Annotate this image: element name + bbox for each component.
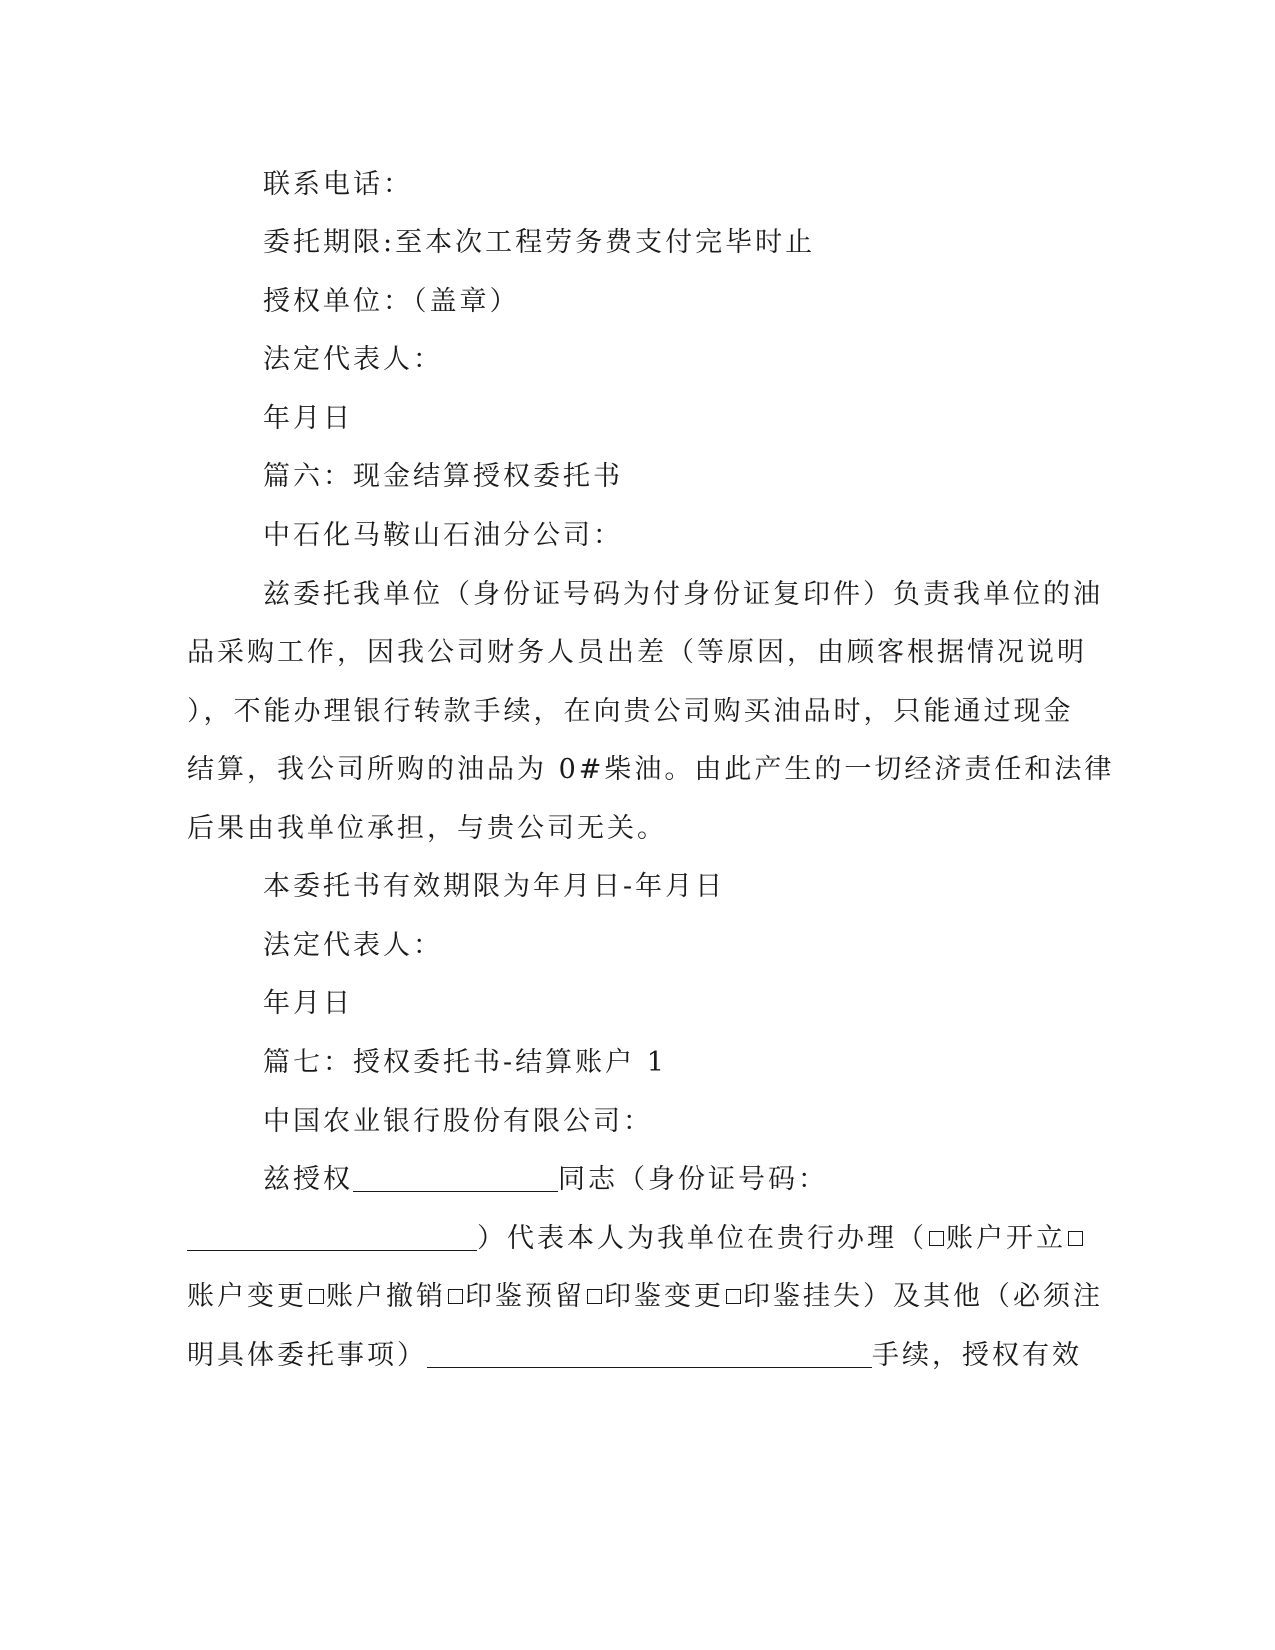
checkbox-icon[interactable] [309,1289,324,1304]
auth-text: ）及其他（必须注 [863,1281,1103,1312]
option-seal-reservation: 印鉴预留 [465,1281,585,1312]
checkbox-icon[interactable] [587,1289,602,1304]
id-number-blank[interactable] [187,1222,477,1251]
auth-text: 兹授权 [263,1164,353,1195]
option-account-change: 账户变更 [187,1281,307,1312]
option-account-opening: 账户开立 [946,1223,1066,1254]
auth-text: 手续，授权有效 [872,1340,1082,1371]
checkbox-icon[interactable] [448,1289,463,1304]
body-paragraph-line: 结算，我公司所购的油品为 0#柴油。由此产生的一切经济责任和法律 [187,754,1115,785]
body-paragraph-line: ），不能办理银行转款手续，在向贵公司购买油品时，只能通过现金 [187,696,1074,727]
date-line: 年月日 [263,403,353,434]
checkbox-icon[interactable] [929,1231,944,1246]
option-seal-loss: 印鉴挂失 [743,1281,863,1312]
addressee-sinopec: 中石化马鞍山石油分公司： [263,520,623,551]
auth-text: ）代表本人为我单位在贵行办理（ [477,1223,927,1254]
body-paragraph-line: 品采购工作，因我公司财务人员出差（等原因，由顾客根据情况说明 [187,637,1087,668]
authorization-line [187,1279,1103,1315]
authorization-line [187,1338,1082,1374]
section-six-title: 篇六：现金结算授权委托书 [263,461,623,492]
authorization-line [263,1162,828,1198]
date-line: 年月日 [263,988,353,1019]
authorized-person-blank[interactable] [353,1163,558,1192]
body-paragraph-line: 后果由我单位承担，与贵公司无关。 [187,813,667,844]
legal-representative: 法定代表人： [263,930,443,961]
entrust-period: 委托期限:至本次工程劳务费支付完毕时止 [263,227,816,258]
contact-phone-label: 联系电话： [263,169,413,200]
entrusted-matters-blank[interactable] [427,1339,872,1368]
body-paragraph-line: 兹委托我单位（身份证号码为付身份证复印件）负责我单位的油 [263,579,1103,610]
validity-period: 本委托书有效期限为年月日-年月日 [263,871,726,902]
legal-representative: 法定代表人： [263,344,443,375]
checkbox-icon[interactable] [726,1289,741,1304]
authorizing-unit: 授权单位：（盖章） [263,286,520,317]
option-seal-change: 印鉴变更 [604,1281,724,1312]
checkbox-icon[interactable] [1068,1231,1083,1246]
auth-text: 明具体委托事项） [187,1340,427,1371]
auth-text: 同志（身份证号码： [558,1164,828,1195]
addressee-abc-bank: 中国农业银行股份有限公司： [263,1106,653,1137]
option-account-closure: 账户撤销 [326,1281,446,1312]
authorization-line [187,1221,1085,1257]
section-seven-title: 篇七：授权委托书-结算账户 1 [263,1047,667,1078]
